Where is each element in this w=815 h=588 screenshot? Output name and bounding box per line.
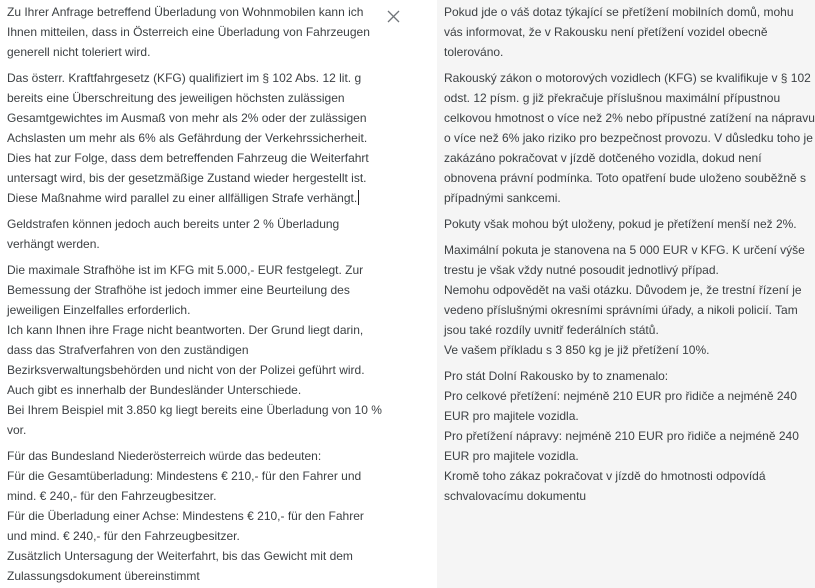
text-line: Kromě toho zákaz pokračovat v jízdě do hmotnosti odpovídá <box>444 469 766 483</box>
text-line: Gesamtgewichtes im Ausmaß von mehr als 2% oder der zulässigen <box>7 111 367 125</box>
text-cursor <box>358 190 360 205</box>
text-line: Die maximale Strafhöhe ist im KFG mit 5.000,- EUR festgelegt. Zur <box>7 263 364 277</box>
paragraph <box>7 214 389 254</box>
text-line: Für die Überladung einer Achse: Mindestens € 210,- für den Fahrer <box>7 509 364 523</box>
close-icon <box>387 10 400 23</box>
text-line: Bezirksverwaltungsbehörden und nicht von der Polizei geführt wird. <box>7 363 365 377</box>
text-line: und mind. € 240,- für den Fahrzeugbesitzer. <box>7 529 240 543</box>
text-line: Für das Bundesland Niederösterreich würde das bedeuten: <box>7 449 322 463</box>
paragraph <box>444 214 809 234</box>
translation-output <box>437 0 815 588</box>
text-line: celkovou hmotnost o více než 2% nebo přípustné zatížení na nápravu <box>444 111 815 125</box>
text-line: Zulassungsdokument übereinstimmt <box>7 569 200 583</box>
paragraph <box>444 2 809 62</box>
text-line: mind. € 240,- für den Fahrzeugbesitzer. <box>7 489 217 503</box>
paragraph <box>7 2 389 62</box>
text-line: o více než 6% jako riziko pro bezpečnost provozu. V důsledku toho je <box>444 131 813 145</box>
text-line: Für die Gesamtüberladung: Mindestens € 210,- für den Fahrer und <box>7 469 362 483</box>
text-line: untersagt wird, bis der gesetzmäßige Zustand wieder hergestellt ist. <box>7 171 367 185</box>
paragraph <box>444 240 809 360</box>
text-line: případnými sankcemi. <box>444 191 561 205</box>
text-line: Pro přetížení nápravy: nejméně 210 EUR pro řidiče a nejméně 240 <box>444 429 799 443</box>
text-line: Ihnen mitteilen, dass in Österreich eine Überladung von Fahrzeugen <box>7 25 370 39</box>
text-line: Diese Maßnahme wird parallel zu einer allfälligen Strafe verhängt. <box>7 191 358 205</box>
text-line: jsou také rozdíly uvnitř federálních států. <box>444 323 659 337</box>
paragraph <box>7 68 389 208</box>
text-line: vás informovat, že v Rakousku není přetížení vozidel obecně <box>444 25 768 39</box>
clear-source-button[interactable] <box>381 4 405 28</box>
text-line: EUR pro majitele vozidla. <box>444 409 579 423</box>
text-line: vedeno příslušnými okresními správními úřady, a nikoli policií. Tam <box>444 303 798 317</box>
text-line: Dies hat zur Folge, dass dem betreffenden Fahrzeug die Weiterfahrt <box>7 151 369 165</box>
text-line: Geldstrafen können jedoch auch bereits unter 2 % Überladung <box>7 217 340 231</box>
paragraph <box>7 260 389 440</box>
text-line: Maximální pokuta je stanovena na 5 000 EUR v KFG. K určení výše <box>444 243 805 257</box>
text-line: verhängt werden. <box>7 237 100 251</box>
text-line: Bemessung der Strafhöhe ist jedoch immer eine Beurteilung des <box>7 283 350 297</box>
text-line: Rakouský zákon o motorových vozidlech (KFG) se kvalifikuje v § 102 <box>444 71 811 85</box>
text-line: generell nicht toleriert wird. <box>7 45 151 59</box>
text-line: Achslasten um mehr als 6% als Gefährdung der Verkehrssicherheit. <box>7 131 368 145</box>
text-line: bereits eine Überschreitung des jeweiligen höchsten zulässigen <box>7 91 345 105</box>
text-line: tolerováno. <box>444 45 504 59</box>
text-line: Zu Ihrer Anfrage betreffend Überladung von Wohnmobilen kann ich <box>7 5 364 19</box>
text-line: schvalovacímu dokumentu <box>444 489 587 503</box>
paragraph <box>7 446 389 586</box>
text-line: Zusätzlich Untersagung der Weiterfahrt, bis das Gewicht mit dem <box>7 549 353 563</box>
text-line: Pro stát Dolní Rakousko by to znamenalo: <box>444 369 669 383</box>
text-line: Ve vašem příkladu s 3 850 kg je již přetížení 10%. <box>444 343 710 357</box>
text-line: zakázáno pokračovat v jízdě dotčeného vozidla, dokud není <box>444 151 762 165</box>
text-line: trestu je však vždy nutné posoudit jednotlivý případ. <box>444 263 719 277</box>
text-line: obnovena právní podmínka. Toto opatření bude uloženo souběžně s <box>444 171 807 185</box>
text-line: dass das Strafverfahren von den zuständigen <box>7 343 249 357</box>
text-line: jeweiligen Einzelfalles erforderlich. <box>7 303 191 317</box>
text-line: Bei Ihrem Beispiel mit 3.850 kg liegt bereits eine Überladung von 10 % <box>7 403 382 417</box>
text-line: Nemohu odpovědět na vaši otázku. Důvodem je, že trestní řízení je <box>444 283 802 297</box>
paragraph <box>444 68 815 208</box>
text-line: odst. 12 písm. g již překračuje příslušnou maximální přípustnou <box>444 91 781 105</box>
paragraph <box>444 366 809 506</box>
text-line: Pokuty však mohou být uloženy, pokud je přetížení menší než 2%. <box>444 217 797 231</box>
text-line: Ich kann Ihnen ihre Frage nicht beantworten. Der Grund liegt darin, <box>7 323 364 337</box>
text-line: vor. <box>7 423 27 437</box>
text-line: Das österr. Kraftfahrgesetz (KFG) qualifiziert im § 102 Abs. 12 lit. g <box>7 71 362 85</box>
text-line: Pokud jde o váš dotaz týkající se přetížení mobilních domů, mohu <box>444 5 794 19</box>
text-line: Auch gibt es innerhalb der Bundesländer Unterschiede. <box>7 383 302 397</box>
text-line: EUR pro majitele vozidla. <box>444 449 579 463</box>
text-line: Pro celkové přetížení: nejméně 210 EUR pro řidiče a nejméně 240 <box>444 389 797 403</box>
